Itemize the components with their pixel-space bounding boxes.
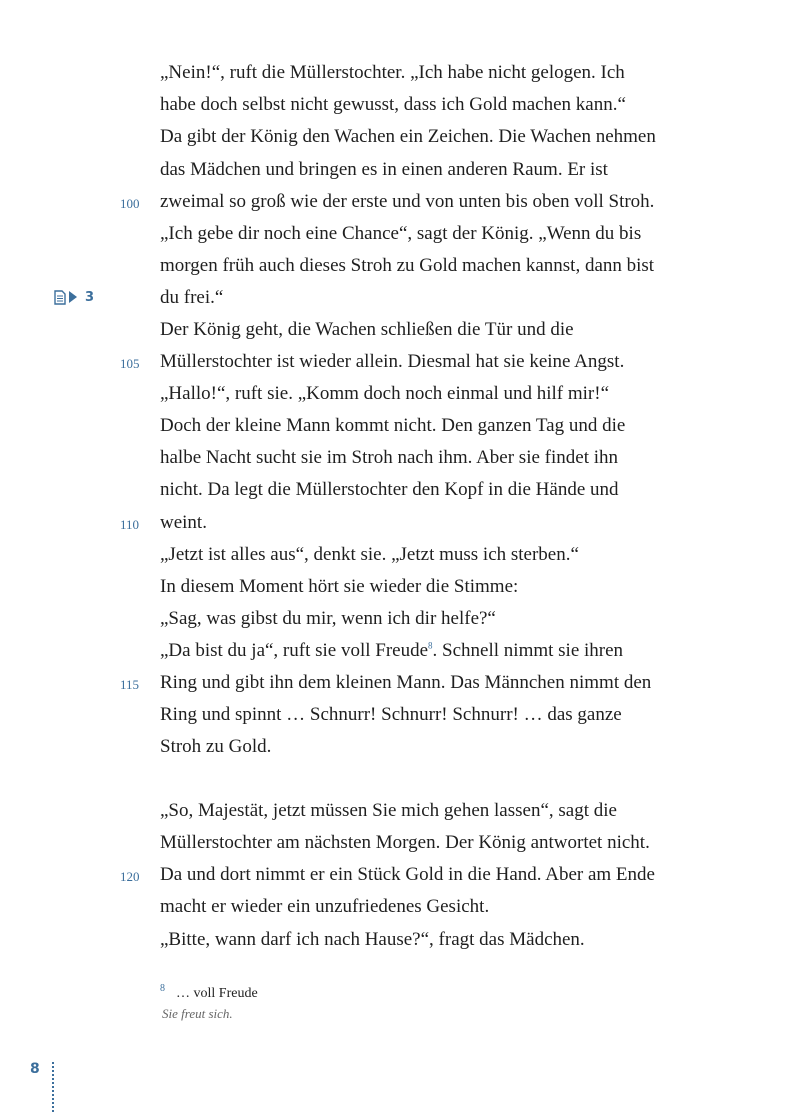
page-divider <box>52 1062 54 1112</box>
text-segment: „Da bist du ja“, ruft sie voll Freude <box>160 640 429 661</box>
text-line: du frei.“ <box>160 287 224 308</box>
audio-track-marker[interactable] <box>54 287 94 307</box>
line-number: 120 <box>120 869 140 884</box>
text-line: weint. <box>160 512 207 533</box>
footnote-reference[interactable]: 8 <box>428 640 433 651</box>
text-line: Da gibt der König den Wachen ein Zeichen. Die Wachen nehmen <box>160 126 656 147</box>
text-line: Stroh zu Gold. <box>160 736 272 757</box>
play-icon <box>69 291 77 303</box>
text-line: Ring und spinnt … Schnurr! Schnurr! Schnurr! … das ganze <box>160 704 622 725</box>
text-line: Doch der kleine Mann kommt nicht. Den ganzen Tag und die <box>160 415 626 436</box>
text-line: „Jetzt ist alles aus“, denkt sie. „Jetzt muss ich sterben.“ <box>160 544 579 565</box>
text-line: Da und dort nimmt er ein Stück Gold in die Hand. Aber am Ende <box>160 864 655 885</box>
text-line: „Ich gebe dir noch eine Chance“, sagt der König. „Wenn du bis <box>160 223 642 244</box>
text-line: macht er wieder ein unzufriedenes Gesicht. <box>160 896 490 917</box>
text-line: zweimal so groß wie der erste und von unten bis oben voll Stroh. <box>160 191 655 212</box>
text-line: Ring und gibt ihn dem kleinen Mann. Das Männchen nimmt den <box>160 672 652 693</box>
text-line: das Mädchen und bringen es in einen anderen Raum. Er ist <box>160 159 608 180</box>
text-line: „Bitte, wann darf ich nach Hause?“, fragt das Mädchen. <box>160 929 585 950</box>
page-number: 8 <box>30 1061 40 1077</box>
text-line: In diesem Moment hört sie wieder die Stimme: <box>160 576 519 597</box>
footnote-term: … voll Freude <box>176 986 258 1001</box>
text-line: „Nein!“, ruft die Müllerstochter. „Ich habe nicht gelogen. Ich <box>160 62 625 83</box>
audio-track-number: 3 <box>85 289 95 305</box>
text-line: „Hallo!“, ruft sie. „Komm doch noch einmal und hilf mir!“ <box>160 383 610 404</box>
footnote-definition: Sie freut sich. <box>162 1006 233 1021</box>
line-number: 105 <box>120 356 140 371</box>
text-line: Der König geht, die Wachen schließen die Tür und die <box>160 319 574 340</box>
text-line: Müllerstochter am nächsten Morgen. Der König antwortet nicht. <box>160 832 650 853</box>
text-line <box>160 638 720 664</box>
text-line: halbe Nacht sucht sie im Stroh nach ihm. Aber sie findet ihn <box>160 447 619 468</box>
text-line: „So, Majestät, jetzt müssen Sie mich gehen lassen“, sagt die <box>160 800 617 821</box>
line-number: 110 <box>120 517 140 532</box>
text-line: Müllerstochter ist wieder allein. Diesmal hat sie keine Angst. <box>160 351 625 372</box>
text-line: morgen früh auch dieses Stroh zu Gold machen kannst, dann bist <box>160 255 655 276</box>
line-number: 115 <box>120 677 140 692</box>
document-icon <box>54 290 66 305</box>
text-line: „Sag, was gibst du mir, wenn ich dir helfe?“ <box>160 608 496 629</box>
text-line: nicht. Da legt die Müllerstochter den Kopf in die Hände und <box>160 479 619 500</box>
text-segment: . Schnell nimmt sie ihren <box>432 640 624 661</box>
line-number: 100 <box>120 196 140 211</box>
footnote-number: 8 <box>160 983 165 994</box>
text-line: habe doch selbst nicht gewusst, dass ich Gold machen kann.“ <box>160 94 626 115</box>
